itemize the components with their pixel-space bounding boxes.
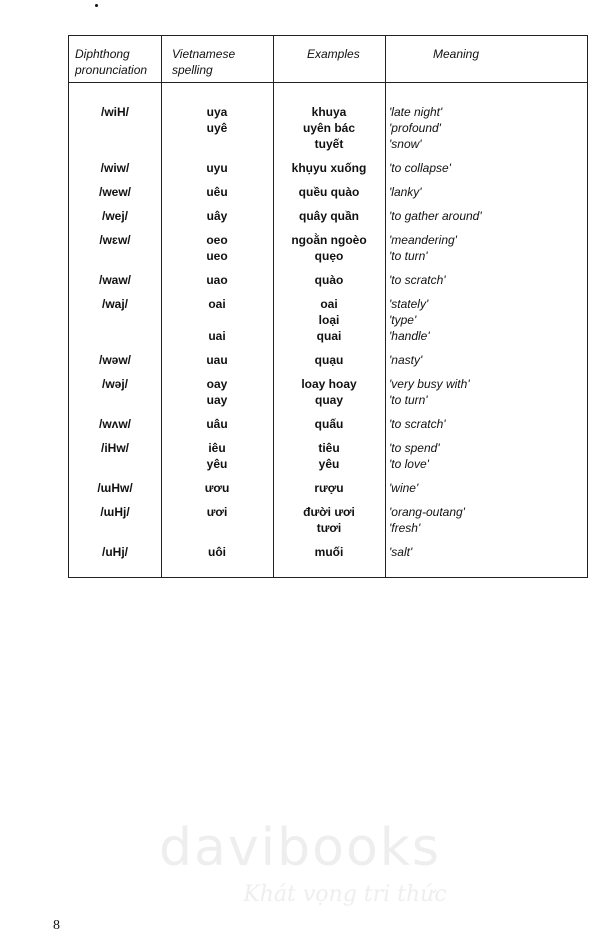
pronunciation-cell: /wiH/ — [100, 105, 129, 119]
spelling-cell: oay — [206, 377, 228, 391]
meaning-cell: 'handle' — [389, 329, 430, 343]
pronunciation-cell: /wiw/ — [100, 161, 130, 175]
spelling-cell: oeo — [206, 233, 228, 247]
pronunciation-cell: /wʌw/ — [98, 417, 131, 431]
meaning-cell: 'lanky' — [389, 185, 422, 199]
column-divider — [385, 36, 386, 577]
watermark-slogan: Khát vọng tri thức — [243, 882, 447, 907]
example-cell: quai — [316, 329, 342, 343]
spelling-cell: oai — [208, 297, 226, 311]
meaning-cell: 'to scratch' — [389, 273, 446, 287]
meaning-cell: 'to gather around' — [389, 209, 482, 223]
meaning-cell: 'late night' — [389, 105, 443, 119]
meaning-cell: 'to love' — [389, 457, 429, 471]
pronunciation-cell: /wəj/ — [101, 377, 128, 391]
meaning-cell: 'snow' — [389, 137, 422, 151]
page-number: 8 — [53, 918, 60, 933]
meaning-cell: 'nasty' — [389, 353, 423, 367]
spelling-cell: iêu — [208, 441, 226, 455]
diphthong-table — [68, 35, 588, 578]
example-cell: quều quào — [298, 185, 360, 199]
pronunciation-cell: /uHj/ — [102, 545, 128, 559]
header-divider — [69, 82, 587, 83]
example-cell: quay — [314, 393, 343, 407]
spelling-cell: ueo — [206, 249, 228, 263]
example-cell: muối — [314, 545, 344, 559]
meaning-cell: 'type' — [389, 313, 417, 327]
meaning-cell: 'to spend' — [389, 441, 440, 455]
header-spelling: Vietnamese spelling — [172, 47, 236, 77]
example-cell: tuyết — [314, 137, 344, 151]
pronunciation-cell: /wəw/ — [98, 353, 131, 367]
spelling-cell: uai — [208, 329, 226, 343]
example-cell: đười ươi — [303, 505, 355, 519]
meaning-cell: 'salt' — [389, 545, 413, 559]
spelling-cell: ươu — [204, 481, 230, 495]
example-cell: tươi — [316, 521, 342, 535]
meaning-cell: 'to collapse' — [389, 161, 451, 175]
header-pronunciation: Diphthong pronunciation — [75, 47, 148, 77]
pronunciation-cell: /wɛw/ — [99, 233, 131, 247]
pronunciation-cell: /ɯHj/ — [100, 505, 130, 519]
spelling-cell: uyê — [206, 121, 228, 135]
example-cell: tiêu — [318, 441, 340, 455]
example-cell: oai — [320, 297, 338, 311]
pronunciation-cell: /waj/ — [101, 297, 128, 311]
spelling-cell: uêu — [206, 185, 228, 199]
meaning-cell: 'orang-outang' — [389, 505, 465, 519]
example-cell: rượu — [314, 481, 344, 495]
spelling-cell: ươi — [206, 505, 228, 519]
spelling-cell: uâu — [206, 417, 228, 431]
header-examples: Examples — [307, 47, 360, 61]
meaning-cell: 'to scratch' — [389, 417, 446, 431]
example-cell: loại — [318, 313, 340, 327]
example-cell: khuya — [311, 105, 347, 119]
meaning-cell: 'profound' — [389, 121, 441, 135]
spelling-cell: uao — [206, 273, 228, 287]
spelling-cell: uyu — [206, 161, 228, 175]
meaning-cell: 'to turn' — [389, 393, 428, 407]
spelling-cell: uây — [206, 209, 228, 223]
example-cell: uyên bác — [302, 121, 356, 135]
pronunciation-cell: /wew/ — [98, 185, 131, 199]
example-cell: yêu — [318, 457, 340, 471]
example-cell: quạu — [314, 353, 344, 367]
pronunciation-cell: /iHw/ — [100, 441, 129, 455]
meaning-cell: 'fresh' — [389, 521, 421, 535]
header-meaning: Meaning — [433, 47, 480, 61]
pronunciation-cell: /wej/ — [101, 209, 128, 223]
example-cell: quấu — [314, 417, 344, 431]
pronunciation-cell: /waw/ — [98, 273, 131, 287]
print-speck — [95, 4, 98, 7]
example-cell: khụyu xuống — [291, 161, 367, 175]
spelling-cell: uay — [206, 393, 228, 407]
meaning-cell: 'stately' — [389, 297, 429, 311]
watermark-brand: davibooks — [159, 818, 441, 878]
meaning-cell: 'wine' — [389, 481, 419, 495]
pronunciation-cell: /ɯHw/ — [97, 481, 133, 495]
example-cell: ngoằn ngoèo — [291, 233, 367, 247]
meaning-cell: 'meandering' — [389, 233, 457, 247]
spelling-cell: yêu — [206, 457, 228, 471]
example-cell: quào — [314, 273, 344, 287]
spelling-cell: uya — [206, 105, 228, 119]
example-cell: quẹo — [314, 249, 344, 263]
example-cell: loay hoay — [301, 377, 357, 391]
example-cell: quây quần — [298, 209, 359, 223]
meaning-cell: 'very busy with' — [389, 377, 470, 391]
spelling-cell: uôi — [208, 545, 226, 559]
spelling-cell: uau — [206, 353, 228, 367]
meaning-cell: 'to turn' — [389, 249, 428, 263]
